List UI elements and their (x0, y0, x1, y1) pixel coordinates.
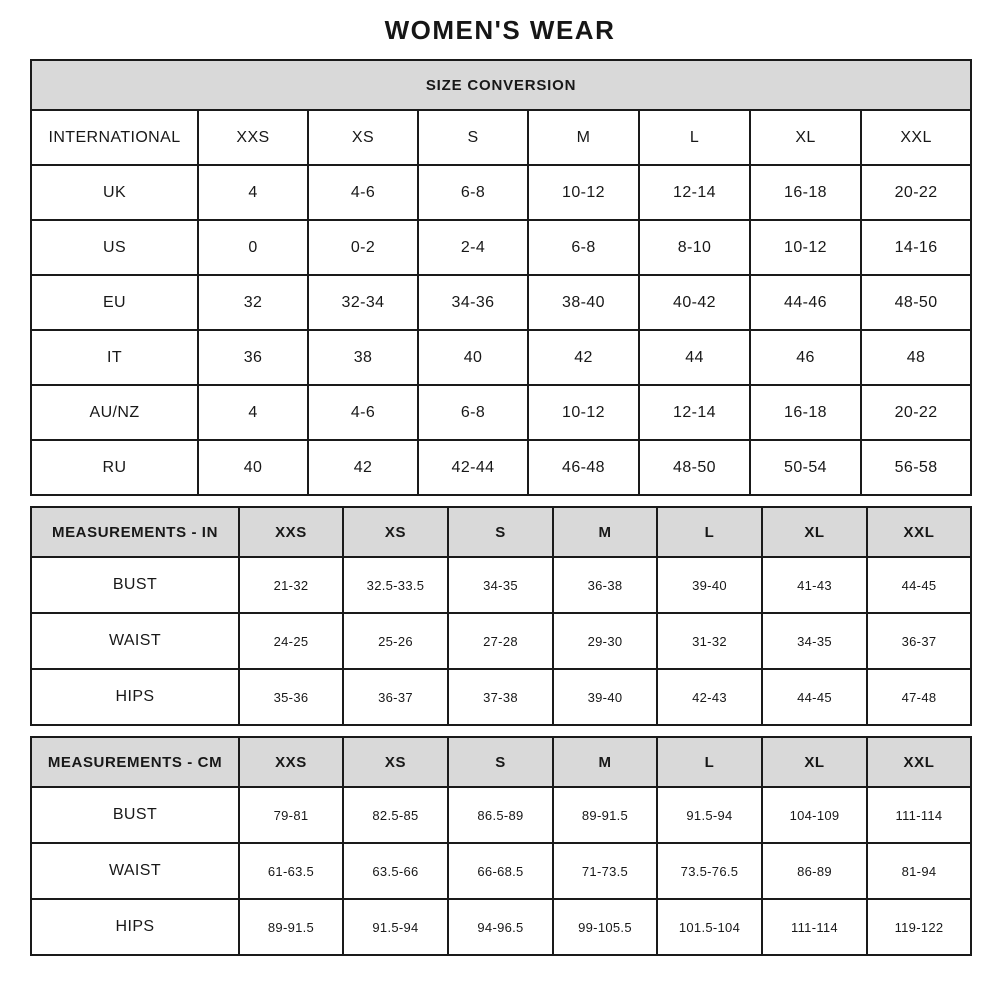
table-cell: 40 (418, 330, 528, 385)
table-row-bust-in (31, 557, 971, 613)
table-cell: 12-14 (639, 385, 750, 440)
table-cell: 10-12 (528, 165, 639, 220)
row-label: UK (31, 165, 198, 220)
table-row-eu (31, 275, 971, 330)
column-header-xs: XS (308, 110, 418, 165)
table-cell: 73.5-76.5 (657, 843, 762, 899)
size-conversion-table (30, 59, 972, 496)
column-header-l: L (657, 507, 762, 557)
table-cell: 37-38 (448, 669, 553, 725)
table-cell: 79-81 (239, 787, 343, 843)
table-header-row (31, 507, 971, 557)
table-cell: 4-6 (308, 165, 418, 220)
table-row-waist-cm (31, 843, 971, 899)
row-label: BUST (31, 787, 239, 843)
table-cell: 99-105.5 (553, 899, 657, 955)
table-cell: 42-44 (418, 440, 528, 495)
measurements-cm-title: MEASUREMENTS - CM (31, 737, 239, 787)
row-label: AU/NZ (31, 385, 198, 440)
table-cell: 4 (198, 165, 308, 220)
row-label: HIPS (31, 899, 239, 955)
table-header-row (31, 110, 971, 165)
column-header-xxl: XXL (867, 507, 971, 557)
column-header-l: L (657, 737, 762, 787)
column-header-xl: XL (750, 110, 861, 165)
measurements-cm-table (30, 736, 972, 956)
table-cell: 36-37 (867, 613, 971, 669)
table-row-aunz (31, 385, 971, 440)
table-cell: 38-40 (528, 275, 639, 330)
table-row-ru (31, 440, 971, 495)
table-cell: 44-46 (750, 275, 861, 330)
column-header-l: L (639, 110, 750, 165)
table-cell: 44-45 (762, 669, 867, 725)
table-row-it (31, 330, 971, 385)
table-cell: 36-38 (553, 557, 657, 613)
table-cell: 46 (750, 330, 861, 385)
table-cell: 8-10 (639, 220, 750, 275)
table-cell: 86-89 (762, 843, 867, 899)
table-cell: 20-22 (861, 385, 971, 440)
table-cell: 10-12 (750, 220, 861, 275)
column-header-xl: XL (762, 507, 867, 557)
table-cell: 104-109 (762, 787, 867, 843)
table-cell: 27-28 (448, 613, 553, 669)
table-cell: 12-14 (639, 165, 750, 220)
table-cell: 42 (528, 330, 639, 385)
table-cell: 41-43 (762, 557, 867, 613)
column-header-xxs: XXS (239, 737, 343, 787)
table-cell: 94-96.5 (448, 899, 553, 955)
column-header-xxl: XXL (867, 737, 971, 787)
row-label: HIPS (31, 669, 239, 725)
size-conversion-title: SIZE CONVERSION (31, 60, 971, 110)
table-cell: 66-68.5 (448, 843, 553, 899)
column-header-m: M (528, 110, 639, 165)
table-cell: 40-42 (639, 275, 750, 330)
column-header-xxl: XXL (861, 110, 971, 165)
column-header-xs: XS (343, 737, 448, 787)
table-cell: 6-8 (528, 220, 639, 275)
table-cell: 20-22 (861, 165, 971, 220)
table-cell: 36 (198, 330, 308, 385)
column-header-m: M (553, 507, 657, 557)
table-cell: 34-35 (448, 557, 553, 613)
table-cell: 91.5-94 (343, 899, 448, 955)
table-cell: 16-18 (750, 165, 861, 220)
column-header-s: S (448, 737, 553, 787)
table-cell: 39-40 (657, 557, 762, 613)
table-cell: 89-91.5 (553, 787, 657, 843)
table-cell: 29-30 (553, 613, 657, 669)
table-cell: 111-114 (762, 899, 867, 955)
column-header-m: M (553, 737, 657, 787)
table-cell: 44-45 (867, 557, 971, 613)
column-header-xs: XS (343, 507, 448, 557)
table-cell: 63.5-66 (343, 843, 448, 899)
table-cell: 56-58 (861, 440, 971, 495)
table-cell: 0-2 (308, 220, 418, 275)
table-cell: 32-34 (308, 275, 418, 330)
table-cell: 0 (198, 220, 308, 275)
table-cell: 50-54 (750, 440, 861, 495)
table-header-row (31, 737, 971, 787)
table-cell: 44 (639, 330, 750, 385)
measurements-in-title: MEASUREMENTS - IN (31, 507, 239, 557)
table-cell: 42-43 (657, 669, 762, 725)
table-row-hips-cm (31, 899, 971, 955)
table-cell: 111-114 (867, 787, 971, 843)
table-cell: 40 (198, 440, 308, 495)
table-cell: 82.5-85 (343, 787, 448, 843)
table-cell: 34-35 (762, 613, 867, 669)
table-cell: 47-48 (867, 669, 971, 725)
row-label: WAIST (31, 613, 239, 669)
table-cell: 10-12 (528, 385, 639, 440)
table-cell: 46-48 (528, 440, 639, 495)
row-label: WAIST (31, 843, 239, 899)
table-cell: 16-18 (750, 385, 861, 440)
table-cell: 31-32 (657, 613, 762, 669)
table-cell: 36-37 (343, 669, 448, 725)
table-cell: 35-36 (239, 669, 343, 725)
table-cell: 4-6 (308, 385, 418, 440)
column-header-international: INTERNATIONAL (31, 110, 198, 165)
table-cell: 91.5-94 (657, 787, 762, 843)
table-cell: 71-73.5 (553, 843, 657, 899)
table-cell: 61-63.5 (239, 843, 343, 899)
table-row-waist-in (31, 613, 971, 669)
column-header-s: S (448, 507, 553, 557)
table-cell: 25-26 (343, 613, 448, 669)
table-cell: 34-36 (418, 275, 528, 330)
table-cell: 48 (861, 330, 971, 385)
row-label: US (31, 220, 198, 275)
row-label: EU (31, 275, 198, 330)
row-label: IT (31, 330, 198, 385)
measurements-in-table (30, 506, 972, 726)
table-cell: 24-25 (239, 613, 343, 669)
table-cell: 4 (198, 385, 308, 440)
table-cell: 89-91.5 (239, 899, 343, 955)
table-row-uk (31, 165, 971, 220)
table-cell: 21-32 (239, 557, 343, 613)
page-title: WOMEN'S WEAR (384, 15, 616, 45)
table-cell: 48-50 (861, 275, 971, 330)
table-title-row (31, 60, 971, 110)
table-cell: 42 (308, 440, 418, 495)
table-cell: 86.5-89 (448, 787, 553, 843)
column-header-xl: XL (762, 737, 867, 787)
row-label: BUST (31, 557, 239, 613)
table-cell: 32.5-33.5 (343, 557, 448, 613)
table-row-us (31, 220, 971, 275)
column-header-xxs: XXS (239, 507, 343, 557)
table-cell: 38 (308, 330, 418, 385)
table-cell: 48-50 (639, 440, 750, 495)
table-row-hips-in (31, 669, 971, 725)
table-cell: 6-8 (418, 165, 528, 220)
table-cell: 39-40 (553, 669, 657, 725)
table-cell: 6-8 (418, 385, 528, 440)
table-cell: 2-4 (418, 220, 528, 275)
column-header-s: S (418, 110, 528, 165)
column-header-xxs: XXS (198, 110, 308, 165)
table-cell: 81-94 (867, 843, 971, 899)
table-cell: 32 (198, 275, 308, 330)
table-row-bust-cm (31, 787, 971, 843)
table-cell: 119-122 (867, 899, 971, 955)
row-label: RU (31, 440, 198, 495)
table-cell: 14-16 (861, 220, 971, 275)
table-cell: 101.5-104 (657, 899, 762, 955)
